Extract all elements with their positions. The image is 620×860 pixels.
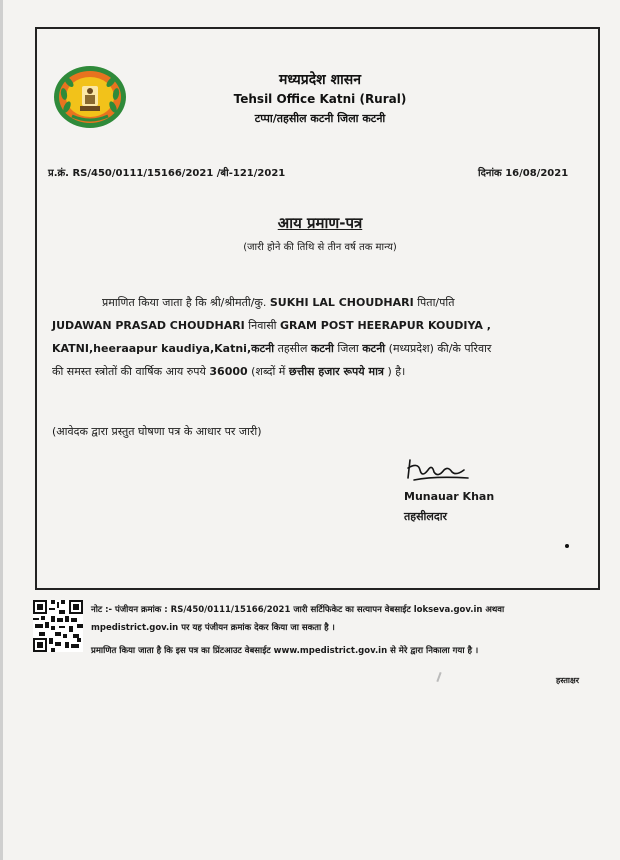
paper-speck [436, 672, 441, 682]
ink-dot [565, 544, 569, 548]
body-text: (शब्दों में [247, 365, 289, 378]
tehsil-name: कटनी [251, 342, 275, 355]
verification-note-line-2: mpedistrict.gov.in पर यह पंजीयन क्रमांक देकर किया जा सकता है । [91, 623, 335, 633]
body-text: (मध्यप्रदेश) की/के परिवार [385, 342, 492, 355]
body-text: की समस्त स्त्रोतों की वार्षिक आय रुपये [52, 365, 210, 378]
office-name: Tehsil Office Katni (Rural) [233, 92, 407, 106]
body-text: तहसील [274, 342, 311, 355]
tehsil-name-2: कटनी [310, 342, 334, 355]
qr-code-icon [33, 600, 83, 652]
address-part-1: GRAM POST HEERAPUR KOUDIYA , [279, 319, 491, 332]
income-in-words: छत्तीस हजार रूपये मात्र [288, 365, 385, 378]
certificate-body [52, 291, 542, 383]
body-text: प्रमाणित किया जाता है कि श्री/श्रीमती/कु. [102, 296, 270, 309]
verification-note-line-1: नोट :- पंजीयन क्रमांक : RS/450/0111/15166/2021 जारी सर्टिफिकेट का सत्यापन वेबसाईट lokseva.gov.in अथवा [91, 605, 505, 615]
body-text: पिता/पति [413, 296, 455, 309]
income-amount: 36000 [209, 365, 248, 378]
body-line-1 [52, 291, 542, 314]
body-line-3 [52, 337, 542, 360]
reference-number: प्र.क्रं. RS/450/0111/15166/2021 /बी-121/2021 [48, 168, 286, 179]
body-text: निवासी [244, 319, 280, 332]
printout-note: प्रमाणित किया जाता है कि इस पत्र का प्रिंटआउट वेबसाईट www.mpedistrict.gov.in से मेरे द्वारा निकाला गया है । [91, 646, 479, 656]
address-part-2: KATNI,heeraapur kaudiya,Katni, [52, 342, 252, 355]
issue-date: दिनांक 16/08/2021 [478, 168, 569, 179]
signatory-name: Munauar Khan [404, 490, 495, 503]
signature-image [404, 454, 474, 484]
certificate-title: आय प्रमाण-पत्र [277, 214, 363, 232]
signatory-designation: तहसीलदार [404, 510, 448, 523]
body-text: ) है। [384, 365, 406, 378]
father-name: JUDAWAN PRASAD CHOUDHARI [52, 319, 245, 332]
body-text: जिला [333, 342, 363, 355]
certificate-validity: (जारी होने की तिथि से तीन वर्ष तक मान्य) [243, 242, 397, 253]
body-line-2 [52, 314, 542, 337]
body-line-4 [52, 360, 542, 383]
mp-emblem-icon [52, 64, 128, 130]
signature-label: हस्ताक्षर [556, 676, 579, 685]
page-edge [0, 0, 3, 860]
district-name: कटनी [362, 342, 386, 355]
govt-name: मध्यप्रदेश शासन [279, 72, 361, 88]
declaration-note: (आवेदक द्वारा प्रस्तुत घोषणा पत्र के आधार पर जारी) [52, 425, 262, 438]
sub-office-name: टप्पा/तहसील कटनी जिला कटनी [254, 112, 386, 125]
applicant-name: SUKHI LAL CHOUDHARI [269, 296, 414, 309]
